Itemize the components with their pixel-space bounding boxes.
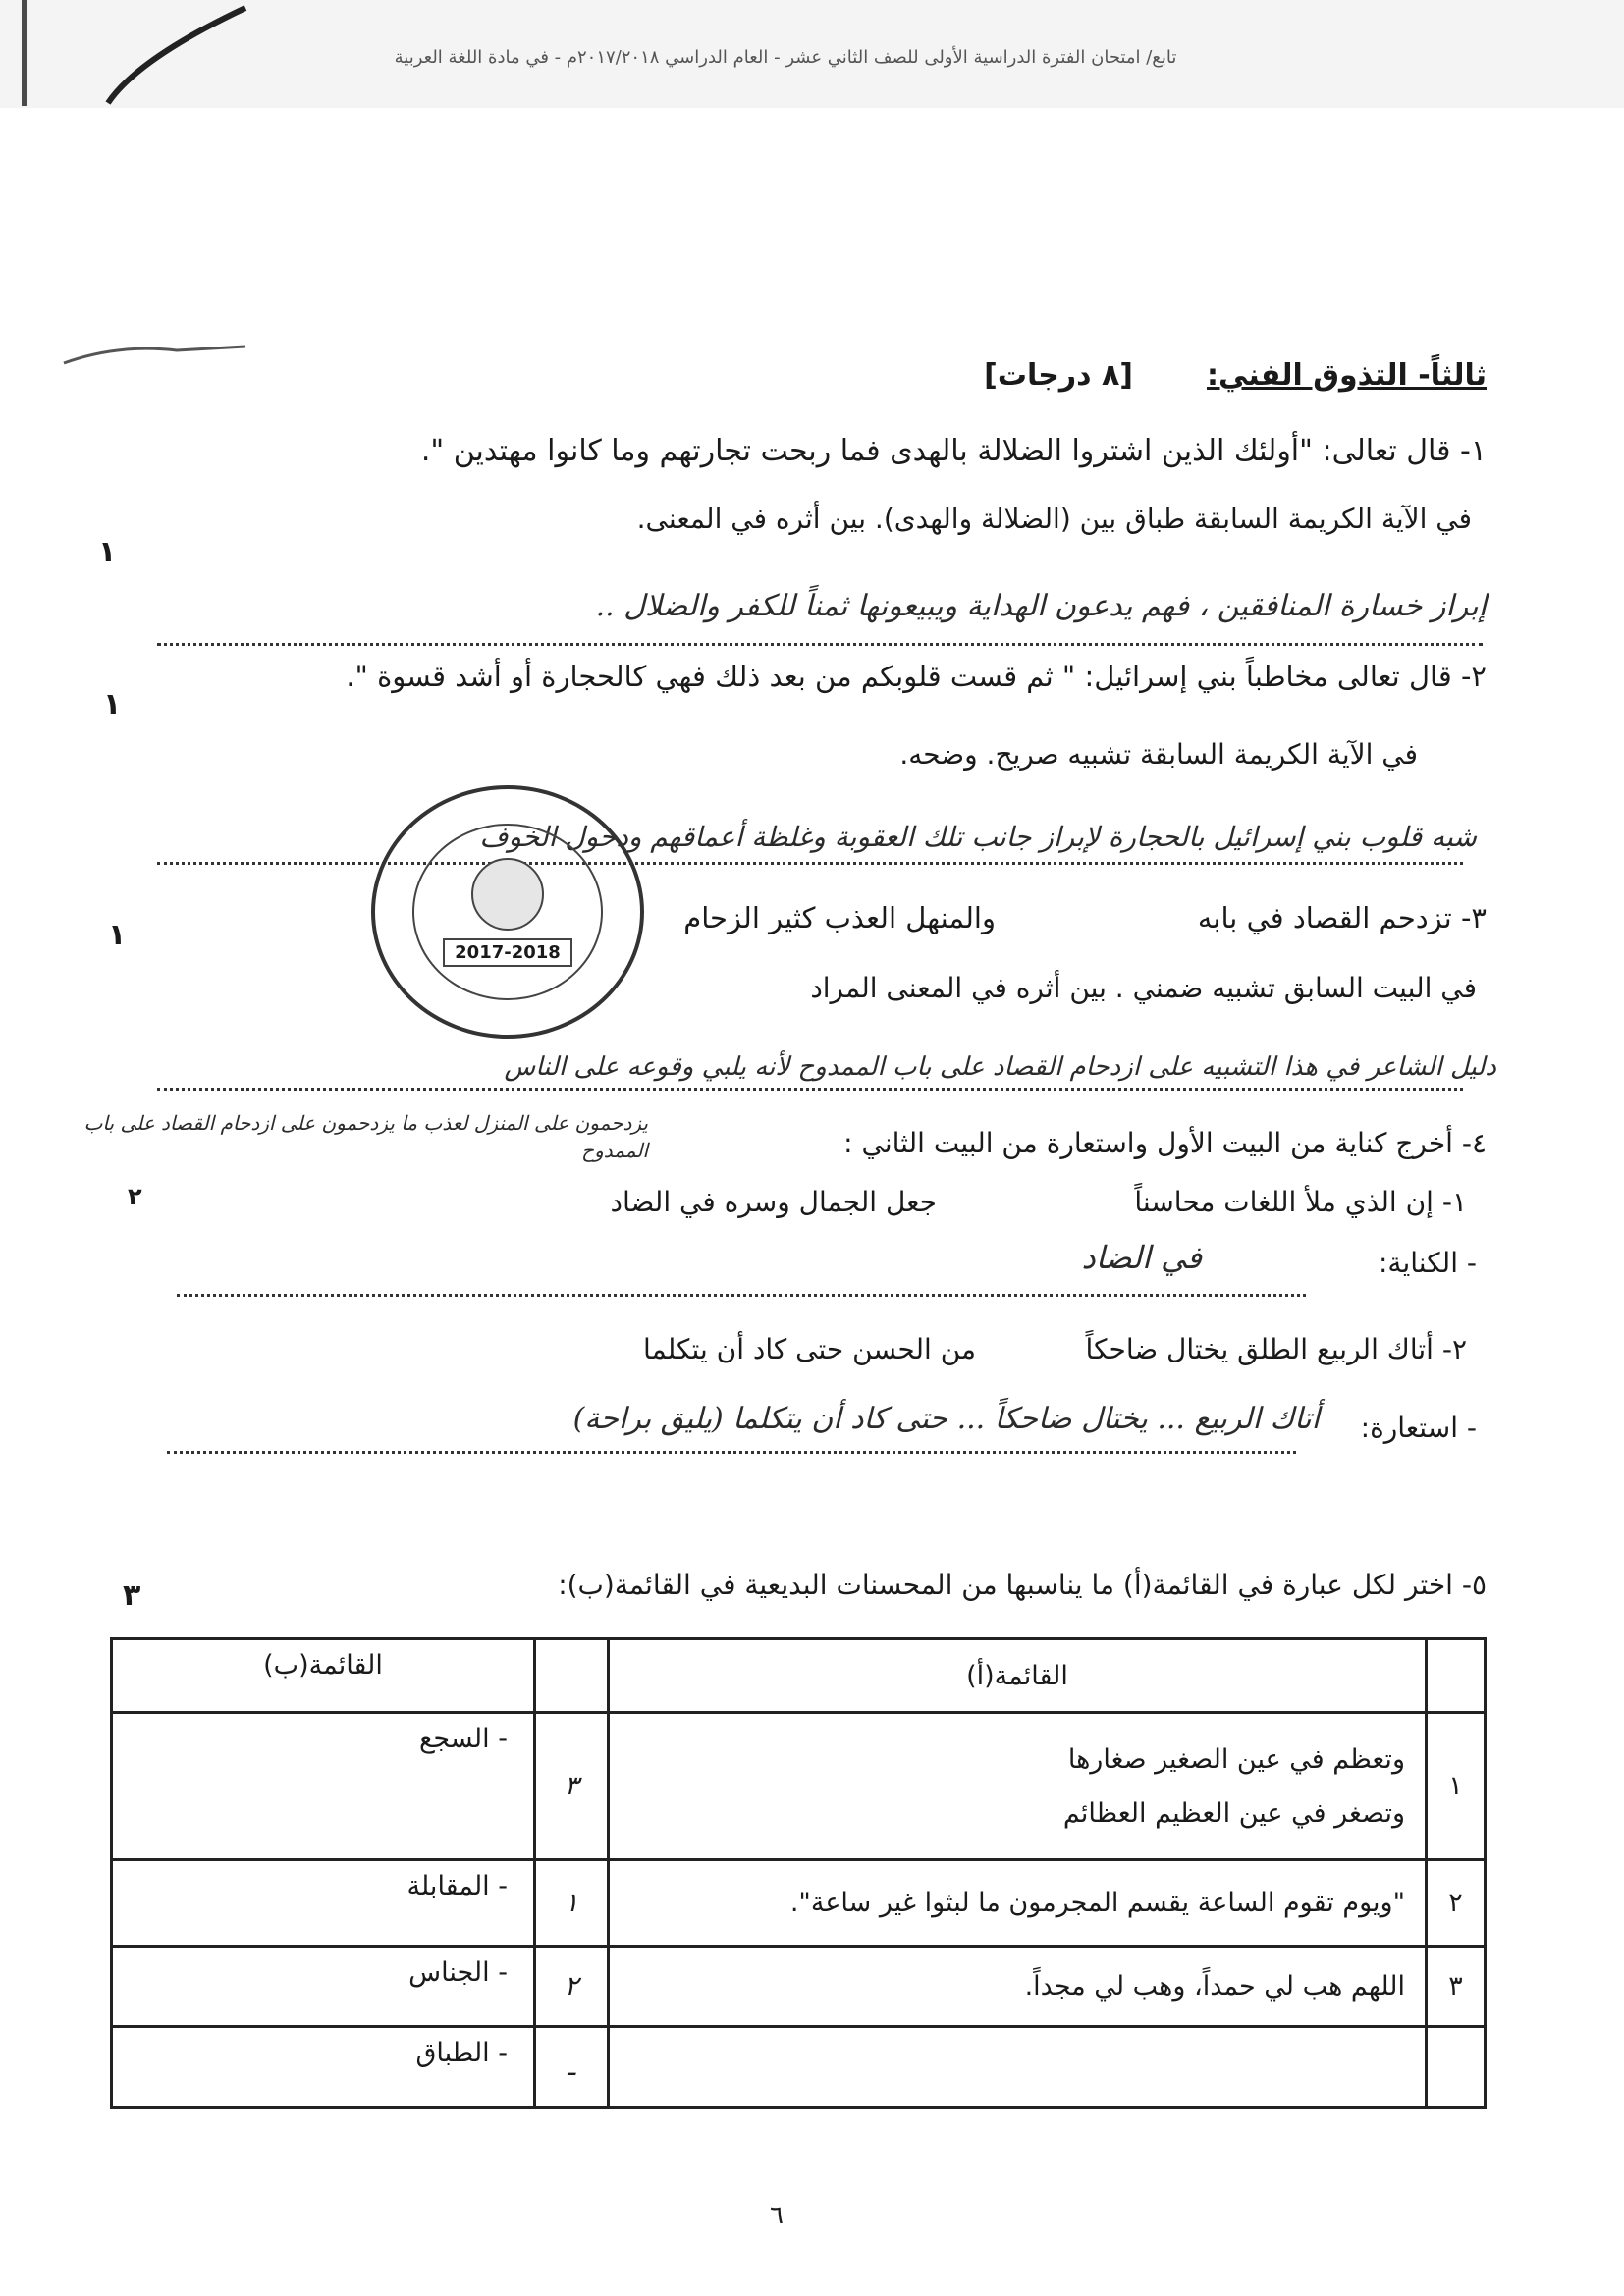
row-device: - الجناس xyxy=(112,1947,535,2027)
q2-answer: شبه قلوب بني إسرائيل بالحجارة لإبراز جانب تلك العقوبة وغلظة أعماقهم ودخول الخوف xyxy=(479,821,1477,853)
official-stamp xyxy=(371,785,644,1039)
table-header-row xyxy=(112,1639,1486,1713)
table-row xyxy=(112,1713,1486,1860)
row-number: ٢ xyxy=(1427,1860,1486,1947)
kinaya-answer: في الضاد xyxy=(1081,1239,1202,1276)
q4-verse1-second: جعل الجمال وسره في الضاد xyxy=(610,1186,937,1218)
row-answer: ٣ xyxy=(535,1713,609,1860)
q4-verse2-second: من الحسن حتى كاد أن يتكلما xyxy=(643,1333,976,1365)
page-number: ٦ xyxy=(770,2201,784,2230)
row-number: ١ xyxy=(1427,1713,1486,1860)
q3-mark: ١ xyxy=(108,918,127,952)
row-phrase xyxy=(609,1713,1427,1860)
row-answer: ٢ xyxy=(535,1947,609,2027)
q3-verse-first: ٣- تزدحم القصاد في بابه xyxy=(1197,901,1487,934)
scan-edge-mark xyxy=(22,0,27,106)
row-phrase-line2: وتصغر في عين العظيم العظائم xyxy=(1062,1797,1405,1829)
row-phrase xyxy=(609,2027,1427,2108)
row-answer: ١ xyxy=(535,1860,609,1947)
section-title: ثالثاً- التذوق الفني: xyxy=(1207,358,1487,393)
q3-question: في البيت السابق تشبيه ضمني . بين أثره في المعنى المراد xyxy=(810,972,1477,1004)
answer-line xyxy=(177,1294,1306,1297)
row-device: - الطباق xyxy=(112,2027,535,2108)
table-row xyxy=(112,1860,1486,1947)
answer-line xyxy=(157,1088,1463,1091)
q4-verse1-first: ١- إن الذي ملأ اللغات محاسناً xyxy=(1134,1186,1467,1218)
matching-table xyxy=(110,1637,1487,2109)
answer-line xyxy=(167,1451,1296,1454)
header-list-a: القائمة(أ) xyxy=(609,1639,1427,1713)
row-device: - السجع xyxy=(112,1713,535,1860)
q1-stem: ١- قال تعالى: "أولئك الذين اشتروا الضلالة بالهدى فما ربحت تجارتهم وما كانوا مهتدين ". xyxy=(420,434,1487,468)
q5-stem: ٥- اختر لكل عبارة في القائمة(أ) ما يناسبها من المحسنات البديعية في القائمة(ب): xyxy=(558,1569,1487,1601)
stamp-inner-ring xyxy=(412,824,603,1000)
row-device: - المقابلة xyxy=(112,1860,535,1947)
q2-stem: ٢- قال تعالى مخاطباً بني إسرائيل: " ثم قست قلوبكم من بعد ذلك فهي كالحجارة أو أشد قسوة ". xyxy=(346,660,1487,693)
answer-line xyxy=(157,643,1483,646)
q5-mark: ٣ xyxy=(123,1578,141,1613)
q1-mark: ١ xyxy=(98,535,117,569)
row-answer: ـ xyxy=(535,2027,609,2108)
stamp-year: 2017-2018 xyxy=(443,938,572,967)
row-number xyxy=(1427,2027,1486,2108)
header-answer-cell xyxy=(535,1639,609,1713)
q1-question: في الآية الكريمة السابقة طباق بين (الضلالة والهدى). بين أثره في المعنى. xyxy=(636,503,1472,535)
q3-verse-second: والمنهل العذب كثير الزحام xyxy=(683,901,996,934)
row-phrase: "ويوم تقوم الساعة يقسم المجرمون ما لبثوا غير ساعة". xyxy=(609,1860,1427,1947)
q4-stem: ٤- أخرج كناية من البيت الأول واستعارة من البيت الثاني : xyxy=(843,1127,1487,1159)
page-header: تابع/ امتحان الفترة الدراسية الأولى للصف الثاني عشر - العام الدراسي ٢٠١٧/٢٠١٨م - في مادة اللغة العربية xyxy=(394,47,1177,68)
table-row xyxy=(112,2027,1486,2108)
pen-scribble xyxy=(59,339,255,368)
q3-answer-note: يزدحمون على المنزل لعذب ما يزدحمون على ازدحام القصاد على باب الممدوح xyxy=(83,1111,648,1162)
section-grade: [٨ درجات] xyxy=(984,358,1133,393)
pen-stroke-mark xyxy=(98,0,255,108)
q2-question: في الآية الكريمة السابقة تشبيه صريح. وضحه. xyxy=(899,738,1418,771)
table-row xyxy=(112,1947,1486,2027)
q2-mark: ١ xyxy=(103,687,122,721)
q3-answer: دليل الشاعر في هذا التشبيه على ازدحام القصاد على باب الممدوح لأنه يلبي وقوعه على الناس xyxy=(504,1052,1496,1082)
istiara-label: - استعارة: xyxy=(1360,1412,1477,1444)
row-number: ٣ xyxy=(1427,1947,1486,2027)
answer-line xyxy=(157,862,1463,865)
emblem-icon xyxy=(471,858,544,931)
q1-answer: إبراز خسارة المنافقين ، فهم يدعون الهداية ويبيعونها ثمناً للكفر والضلال .. xyxy=(595,589,1487,623)
header-list-b: القائمة(ب) xyxy=(112,1639,535,1713)
row-phrase: اللهم هب لي حمداً، وهب لي مجداً. xyxy=(609,1947,1427,2027)
q4-verse2-first: ٢- أتاك الربيع الطلق يختال ضاحكاً xyxy=(1085,1333,1467,1365)
istiara-answer: أتاك الربيع ... يختال ضاحكاً ... حتى كاد أن يتكلما (يليق براحة) xyxy=(572,1402,1320,1436)
row-phrase-line1: وتعظم في عين الصغير صغارها xyxy=(1067,1743,1405,1775)
kinaya-label: - الكناية: xyxy=(1379,1247,1477,1279)
q3-note-mark: ٢ xyxy=(128,1183,142,1210)
header-number-cell xyxy=(1427,1639,1486,1713)
